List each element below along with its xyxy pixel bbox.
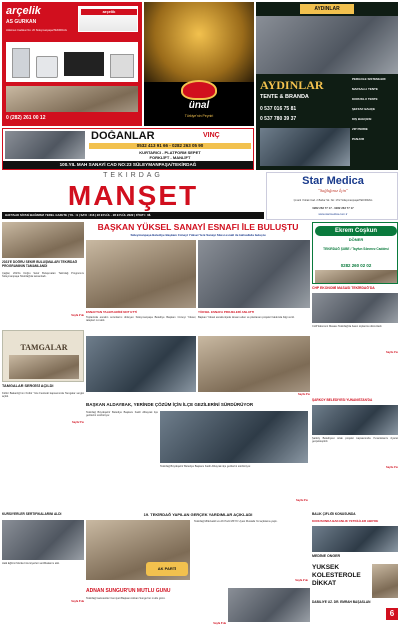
aldaybak-continue[interactable]: Sayfa 3'te bbox=[295, 499, 308, 502]
sungur-head[interactable]: ADNAN SUNGUR'UN MUTLU GÜNÜ bbox=[86, 588, 171, 594]
ad-arcelik[interactable] bbox=[2, 2, 142, 126]
arcelik-store-sign: arçelik bbox=[81, 9, 137, 15]
chp-photo bbox=[312, 293, 398, 323]
main-headline[interactable]: BAŞKAN YÜKSEL SANAYİ ESNAFI İLE BULUŞTU bbox=[97, 222, 299, 232]
ekrem-brand: Ekrem Coşkun bbox=[315, 226, 397, 236]
ad-star-medica[interactable] bbox=[266, 172, 398, 220]
main-photo-4 bbox=[198, 336, 310, 392]
main-continue[interactable]: Sayfa 3'te bbox=[297, 393, 310, 396]
fridge-shape bbox=[12, 48, 30, 78]
left-story-2-head[interactable]: TAMGALAR SERGİSİ AÇILDI bbox=[2, 384, 54, 388]
rb-item-3-photo bbox=[372, 564, 398, 598]
aldaybak-story bbox=[86, 402, 310, 508]
arcelik-address: Hükümet Caddesi No: 26 Süleymanpaşa/TEKİRDAĞ bbox=[6, 29, 67, 32]
doganlar-address: 100.YIL MAH SANAYİ CAD NO:23 SÜLEYMANPAŞA/TEKİRDAĞ bbox=[3, 161, 253, 169]
aldaybak-body-2: Tekirdağ Büyükşehir Belediye Başkanı Kadir Albayrak ilçe gezilerini sürdürüyor. bbox=[160, 465, 251, 468]
doganlar-crane-photo bbox=[5, 131, 85, 159]
oven-shape bbox=[110, 54, 134, 78]
akparti-continue[interactable]: Sayfa 2'de bbox=[295, 579, 308, 582]
aydinlar-service: MAFSALLI TENTE bbox=[352, 88, 378, 91]
akparti-head[interactable]: 19. TEKİRDAĞ YAPILAN GERÇEK YARDIMLAR AÇIKLADI bbox=[143, 512, 253, 517]
left-story-1-photo bbox=[2, 222, 84, 258]
star-medica-slogan: "Sağlığınız İçin" bbox=[318, 188, 348, 193]
chp-head[interactable]: CHP EKONOMİ MASASI TEKİRDAĞ'DA bbox=[312, 286, 375, 290]
arcelik-product-photo bbox=[6, 86, 138, 112]
ekrem-sub: DÖNER bbox=[348, 237, 364, 242]
rb-item-3-sub: DABİLİYE UZ. DR. EMRAH BAŞASLAN bbox=[312, 600, 371, 604]
main-story bbox=[86, 222, 310, 400]
rb-item-3-head[interactable]: YÜKSEK KOLESTEROLE DİKKAT bbox=[312, 564, 361, 587]
tv-shape bbox=[64, 52, 104, 76]
aydinlar-service: KIŞ BAHÇESİ bbox=[352, 118, 372, 121]
rb-page-number: 6 bbox=[386, 608, 398, 620]
unal-brand: ünal bbox=[188, 100, 210, 111]
ad-unal[interactable] bbox=[144, 2, 254, 126]
left-story-1-continue[interactable]: Sayfa 2'de bbox=[71, 314, 84, 317]
doganlar-services-1: KURTARICI - PLATFORM SEPET bbox=[139, 150, 201, 155]
akparti-logo: AK PARTİ bbox=[146, 562, 188, 576]
ad-doganlar[interactable] bbox=[2, 128, 254, 170]
aydinlar-badge: AYDINLAR bbox=[300, 4, 354, 14]
sarkoy-body: Şarköy Belediyesi ortak projeler kapsamında Yunanistan'a ziyaret gerçekleştirdi. bbox=[312, 437, 398, 444]
ad-ekrem-coskun[interactable] bbox=[312, 222, 398, 284]
left-story-3 bbox=[2, 512, 84, 608]
left-story-3-head[interactable]: KURSİYERLER SERTİFİKALARINI ALDI bbox=[2, 512, 62, 516]
left-story-3-continue[interactable]: Sayfa 6'da bbox=[71, 600, 84, 603]
masthead-meta: HAFTALIK SİYASİ BAĞIMSIZ YEREL GAZETE | YIL : 9 | SAYI : 316 | 22 EYLÜL - 28 EYLÜL 2022 | FİYATI : 0₺ bbox=[2, 212, 264, 219]
arcelik-store-photo bbox=[78, 6, 138, 32]
doganlar-name: DOĞANLAR bbox=[91, 130, 155, 142]
aydinlar-service: ŞEFFAF BAHÇE bbox=[352, 108, 376, 111]
aydinlar-sub: TENTE & BRANDA bbox=[260, 94, 309, 100]
arcelik-phone: 0 (282) 261 00 12 bbox=[6, 115, 46, 121]
ekrem-address: TEKİRDAĞ ŞUBE / Tayfun Sönmez Caddesi bbox=[323, 247, 389, 251]
washer-shape bbox=[36, 56, 58, 78]
aydinlar-service: PANJUR bbox=[352, 138, 365, 141]
chp-continue[interactable]: Sayfa 4'te bbox=[385, 351, 398, 354]
aydinlar-service: KÖRÜKLÜ TENTE bbox=[352, 98, 378, 101]
sungur-continue[interactable]: Sayfa 6'da bbox=[213, 622, 226, 625]
sarkoy-head[interactable]: ŞARKÖY BELEDİYESİ YUNANİSTAN'DA bbox=[312, 398, 373, 402]
arcelik-dealer: AS GÜRKAN bbox=[6, 19, 37, 25]
chp-body: CHP Ekonomi Masası Tekirdağ'da basın toplantısı düzenledi. bbox=[312, 325, 383, 328]
doganlar-sub: VİNÇ bbox=[203, 132, 220, 139]
sarkoy-continue[interactable]: Sayfa 4'te bbox=[385, 466, 398, 469]
star-medica-phone: 0282 263 77 17 - 0282 263 77 17 bbox=[312, 206, 354, 210]
aydinlar-service: ZİP PERDE bbox=[352, 128, 368, 131]
ad-aydinlar[interactable] bbox=[256, 2, 398, 170]
star-medica-web[interactable]: www.starmedica.com.tr bbox=[318, 212, 348, 216]
sungur-story bbox=[86, 588, 310, 628]
rb-item-1-head[interactable]: BALIK ÇİFLİĞİ KONUSUNDA bbox=[312, 512, 356, 516]
masthead bbox=[2, 172, 264, 220]
main-photo-3 bbox=[86, 336, 196, 392]
aydinlar-name: AYDINLAR bbox=[260, 78, 324, 92]
aydinlar-service: PERGOLE SİSTEMLERİ bbox=[352, 78, 386, 81]
main-col2-body: Başkan Yüksel esnafa ilçede devam eden ve planlanan projeler hakkında bilgi verdi. bbox=[198, 316, 295, 319]
left-story-1-body: Çağlar, 2023'e Doğru Sekir Buluşmaları Tekirdağ Programını Süleymanpaşa Tekirdağ'da tamamladı. bbox=[2, 272, 84, 279]
main-col1-head: ESNAFTAN TALEPLERİNİ NOT ETTİ bbox=[86, 310, 137, 314]
left-story-2-body: Kültür Bakanlığı'nın Kültür Yolu Festivali kapsamında Tamgalar sergisi açıldı. bbox=[2, 392, 84, 399]
masthead-title: MANŞET bbox=[67, 181, 199, 211]
aydinlar-photo bbox=[256, 16, 398, 74]
left-story-2-continue[interactable]: Sayfa 5'te bbox=[71, 421, 84, 424]
left-story-1-head[interactable]: 2023'E DOĞRU SEKİR BULUŞMALARI TEKİRDAĞ PROGRAMININ TAMAMLANDI bbox=[2, 260, 78, 268]
star-medica-address: Çınarlı Yolcak Cad. 2.Bahar Sk. No: 17/2 Süleymanpaşa/TEKİRDAĞ bbox=[293, 199, 373, 202]
aydinlar-product-photo bbox=[260, 128, 350, 166]
tamgalar-brand: TAMGALAR bbox=[20, 343, 68, 352]
arcelik-appliances bbox=[6, 42, 138, 82]
aydinlar-phone-2: 0 537 780 39 37 bbox=[260, 116, 297, 122]
ekrem-phone: 0282 260 02 02 bbox=[340, 263, 372, 268]
unal-photo bbox=[144, 2, 254, 82]
akparti-story bbox=[86, 512, 310, 586]
aydinlar-services bbox=[352, 78, 396, 148]
left-story-3-body: Halk Eğitimi Merkezi kursiyerleri sertifikalarını aldı. bbox=[2, 562, 60, 565]
arcelik-logo: arçelik bbox=[6, 5, 41, 17]
sarkoy-story bbox=[312, 398, 398, 474]
star-medica-logo: Star Medica bbox=[302, 175, 364, 187]
rb-item-1-photo bbox=[312, 526, 398, 552]
aldaybak-photo bbox=[160, 411, 308, 463]
main-subhead: Süleymanpaşa Belediye Başkanı Cüneyt Yüksel Yeni Sanayi Sitesi esnafı ile kahvaltıda buluştu bbox=[130, 233, 266, 237]
sungur-body: Tekirdağ Gazeteciler Cemiyeti Başkanı Adnan Sungur'un mutlu günü. bbox=[86, 597, 166, 600]
unal-logo-emblem bbox=[181, 80, 217, 100]
masthead-city: TEKİRDAĞ bbox=[103, 172, 163, 179]
sungur-photo bbox=[228, 588, 310, 622]
left-story-2 bbox=[2, 330, 84, 428]
rb-item-2-head[interactable]: MEDİNE ÖNGER bbox=[312, 554, 341, 558]
aldaybak-head[interactable]: BAŞKAN ALDAYBAK, YERİNDE ÇÖZÜM İÇİN İLÇE GEZİLERİNİ SÜRDÜRÜYOR bbox=[86, 402, 254, 407]
sarkoy-photo bbox=[312, 405, 398, 435]
main-photo-1 bbox=[86, 240, 196, 308]
right-bottom-box bbox=[312, 512, 398, 626]
doganlar-phones: 0532 413 91 66 - 0282 263 05 90 bbox=[89, 143, 251, 149]
aydinlar-phone-1: 0 537 016 75 81 bbox=[260, 106, 297, 112]
akparti-body: Tekirdağ Milletvekili ve AK Parti MKYK Üyesi Mustafa Yel açıklama yaptı. bbox=[194, 520, 278, 523]
rb-item-1-sub: KONUSUNDA BAKANLIK YETKİLİLER ABD'DE bbox=[312, 519, 379, 523]
ekrem-food-photo bbox=[315, 270, 397, 283]
doganlar-services-2: FORKLİFT - MANLİFT bbox=[149, 155, 191, 160]
tamgalar-artwork bbox=[9, 355, 79, 379]
aldaybak-body: Tekirdağ Büyükşehir Belediye Başkanı Kadir Albayrak ilçe gezilerini sürdürüyor. bbox=[86, 411, 158, 418]
main-photo-2 bbox=[198, 240, 310, 308]
tamgalar-poster bbox=[2, 330, 84, 382]
main-col1-body: Toplantıda esnafın sorunlarını dinleyen Süleymanpaşa Belediye Başkanı Cüneyt Yüksel, talepleri not aldı. bbox=[86, 316, 196, 323]
left-story-3-photo bbox=[2, 520, 84, 560]
main-col2-head: YÜKSEL ESNAFA PROJELERİ ANLATTI bbox=[198, 310, 255, 314]
unal-tagline: Türkiye'nin Peyniri bbox=[184, 114, 214, 118]
chp-story bbox=[312, 286, 398, 358]
left-story-1 bbox=[2, 222, 84, 322]
